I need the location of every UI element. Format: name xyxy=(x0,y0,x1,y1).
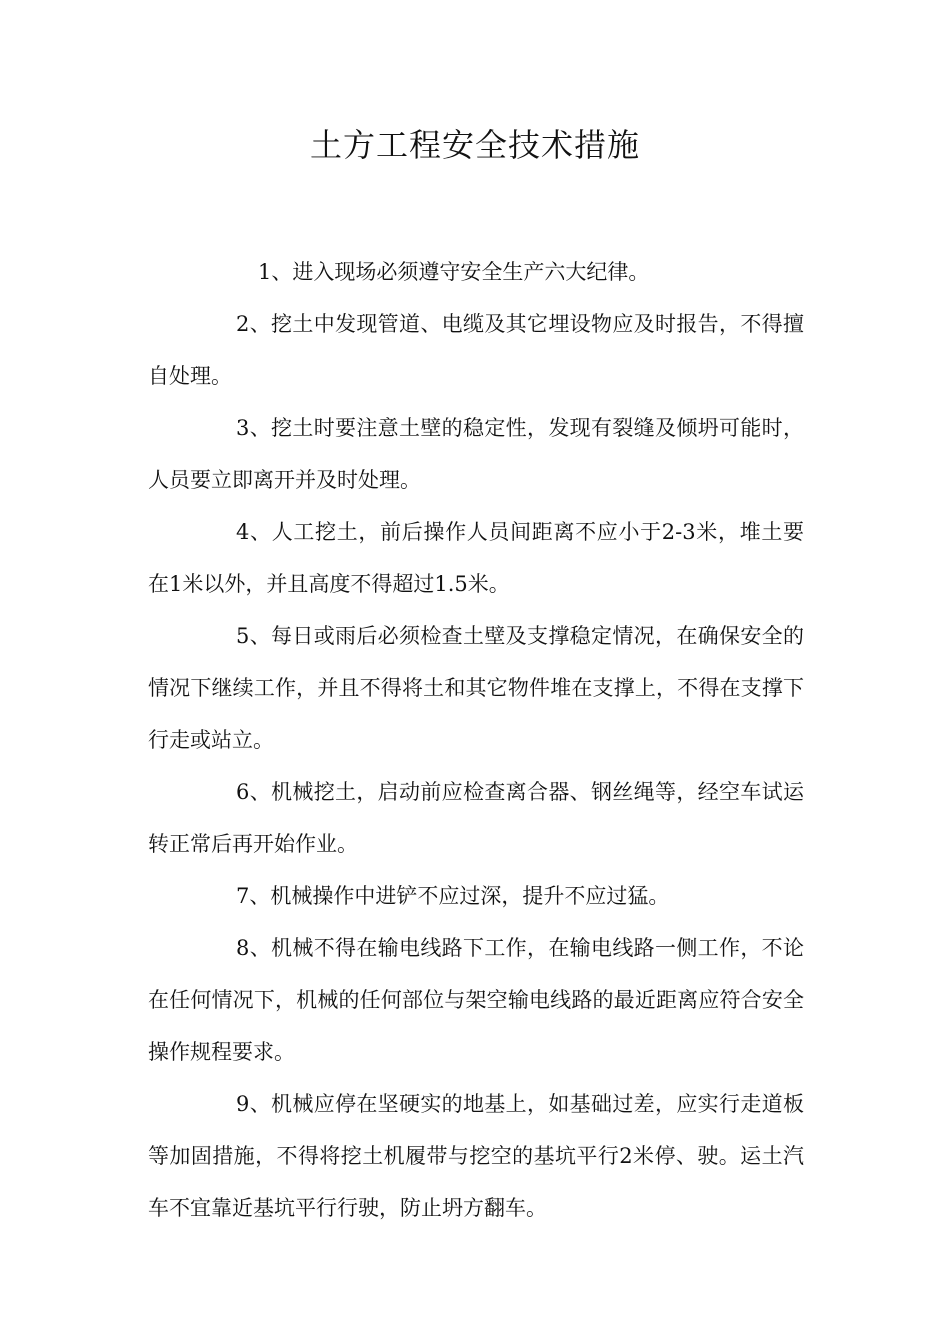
paragraph-7: 7、机械操作中进铲不应过深，提升不应过猛。 xyxy=(236,884,670,908)
paragraph-5: 5、每日或雨后必须检查土壁及支撑稳定情况，在确保安全的情况下继续工作，并且不得将土和其它物件堆在支撑上，不得在支撑下行走或站立。 xyxy=(148,624,804,752)
document-title: 土方工程安全技术措施 xyxy=(309,126,640,164)
paragraph-9: 9、机械应停在坚硬实的地基上，如基础过差，应实行走道板等加固措施，不得将挖土机履带与挖空的基坑平行2米停、驶。运土汽车不宜靠近基坑平行行驶，防止坍方翻车。 xyxy=(148,1092,804,1220)
paragraph-8: 8、机械不得在输电线路下工作，在输电线路一侧工作，不论在任何情况下，机械的任何部位与架空输电线路的最近距离应符合安全操作规程要求。 xyxy=(148,936,804,1064)
paragraph-4: 4、人工挖土，前后操作人员间距离不应小于2-3米，堆土要在1米以外，并且高度不得超过1.5米。 xyxy=(148,520,804,596)
paragraph-2: 2、挖土中发现管道、电缆及其它埋设物应及时报告，不得擅自处理。 xyxy=(148,312,804,388)
paragraph-3: 3、挖土时要注意土壁的稳定性，发现有裂缝及倾坍可能时，人员要立即离开并及时处理。 xyxy=(148,416,804,492)
paragraph-6: 6、机械挖土，启动前应检查离合器、钢丝绳等，经空车试运转正常后再开始作业。 xyxy=(148,780,804,856)
paragraph-1: 1、进入现场必须遵守安全生产六大纪律。 xyxy=(258,260,650,284)
document-body xyxy=(148,246,804,1234)
